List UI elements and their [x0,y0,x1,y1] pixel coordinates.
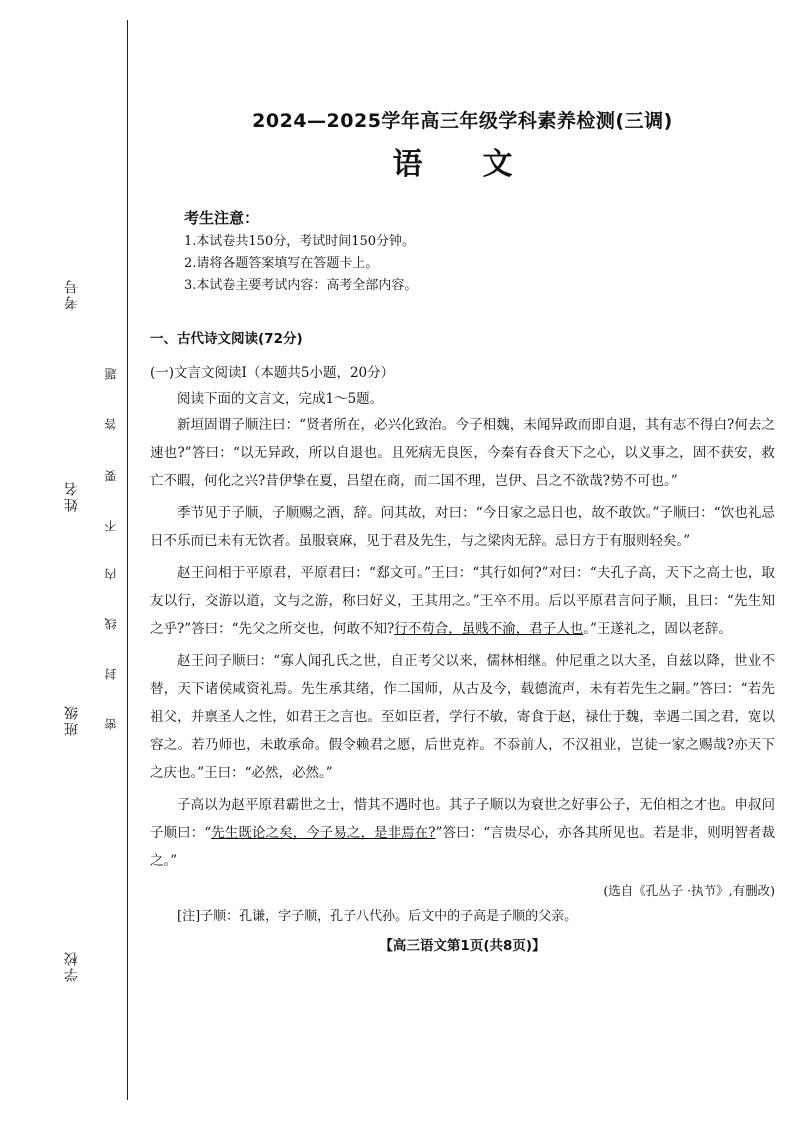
seal-char: 答 [104,418,118,430]
notice-box [184,207,775,297]
underlined-sentence: 行不苟合，虽贱不渝，君子人也 [394,621,584,637]
exam-number-label: 考号 [64,278,80,310]
exam-title: 2024—2025学年高三年级学科素养检测(三调) [252,110,673,132]
seal-char: 题 [104,368,118,380]
passage-paragraph-5 [150,791,775,875]
notice-heading: 考生注意： [184,209,260,227]
seal-char: 封 [104,668,118,680]
seal-char: 内 [104,568,118,580]
seal-char: 线 [104,618,118,630]
instruction: 阅读下面的文言文，完成1～5题。 [177,391,384,407]
class-label: 班级 [64,704,80,736]
school-label: 学校 [64,950,80,982]
passage-text: 。”王遂礼之，固以老辞。 [583,621,732,637]
notice-item: 3.本试卷主要考试内容：高考全部内容。 [184,278,418,293]
subject-title: 语文 [392,147,573,182]
name-label: 姓名 [64,480,80,512]
passage-paragraph-3 [150,559,775,643]
passage-text: ”答曰：“言贵尽心，亦各其所见也。若是非，则明智者裁之。” [150,825,775,869]
seal-char: 密 [104,718,118,730]
passage-paragraph-1: 新垣固谓子顺注曰：“贤者所在，必兴化致治。今子相魏，未闻异政而即自退，其有志不得白?何去之速也?”答曰：“以无异政，所以自退也。且死病无良医，今秦有吞食天下之心，以义事之，固不获安，救亡不暇，何化之兴?昔伊挚在夏，吕望在商，而二国不理，岂伊、吕之不欲哉?势不可也。” [150,417,775,489]
seal-char: 要 [104,470,118,482]
underlined-sentence: 先生既论之矣，今子易之，是非焉在? [211,825,436,841]
notice-item: 2.请将各题答案填写在答题卡上。 [184,256,379,271]
page-footer: 【高三语文第1页(共8页)】 [379,938,546,954]
section-heading: 一、古代诗文阅读(72分) [150,331,303,347]
notice-item: 1.本试卷共150分，考试时间150分钟。 [184,234,416,249]
passage-text: 赵王问相于平原君，平原君曰：“郄文可。”王曰：“其行如何?”对曰：“夫孔子高，天下之高士也，取友以行，交游以道，文与之游，称曰好义，王其用之。”王卒不用。后以平原君言问子顺，且曰：“先生知之乎?”答曰：“先父之所交也，何敢不知? [150,565,775,637]
passage-paragraph-2: 季节见于子顺，子顺赐之酒，辞。问其故，对曰：“今日家之忌日也，故不敢饮。”子顺曰：“饮也礼忌日不乐而已未有无饮者。虽服衰麻，见于君及先生，与之梁肉无辞。忌日方于有服则轻矣。” [150,505,775,549]
page-content [150,100,775,954]
seal-char: 不 [104,520,118,532]
source-citation: (选自《孔丛子 ·执节》,有删改) [603,883,775,898]
passage-paragraph-4: 赵王问子顺曰：“寡人闻孔氏之世，自正考父以来，儒林相继。仲尼重之以大圣，自兹以降，世业不替，天下诸侯咸资礼焉。先生承其绪，作二国师，从古及今，载德流声，未有若先生之嗣。”答曰：“若先祖父，并禀圣人之性，如君王之言也。至如臣者，学行不敏，寄食于赵，禄仕于魏，幸遇二国之君，宽以容之。若乃师也，未敢承命。假令赖君之愿，后世克祚。不忝前人，不汉祖业，岂徒一家之赐哉?亦天下之庆也。”王曰：“必然，必然。” [150,653,775,781]
annotation-note: [注]子顺：孔谦，字子顺，孔子八代孙。后文中的子高是子顺的父亲。 [177,909,578,924]
passage-text: 子高以为赵平原君霸世之士，惜其不遇时也。其子子顺以为衰世之好事公子，无伯相之才也。申叔问子顺曰：“ [150,797,775,841]
subsection-heading: (一)文言文阅读I（本题共5小题，20分） [150,365,395,381]
binding-line [127,20,128,1100]
